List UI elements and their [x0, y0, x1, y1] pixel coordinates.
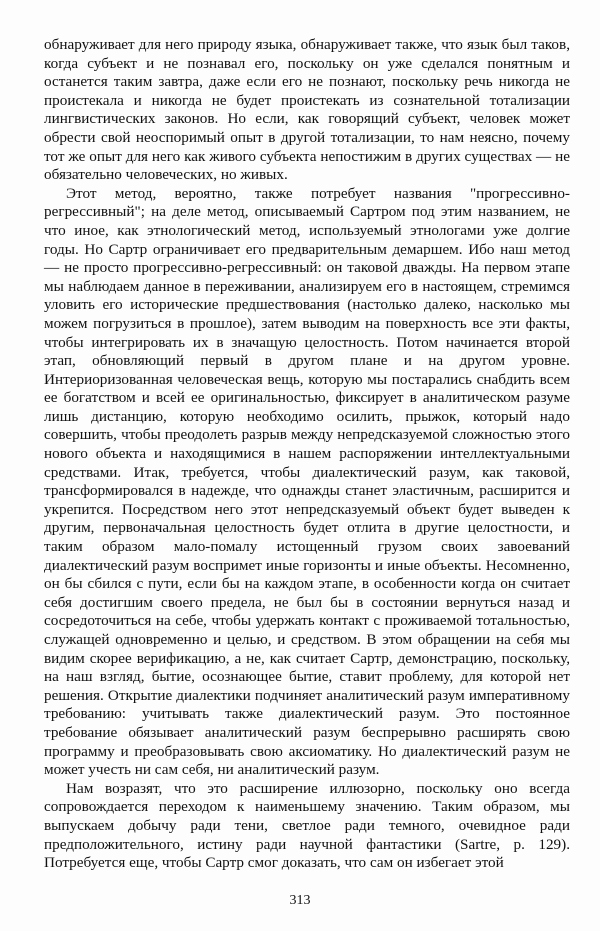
paragraph-continuation: обнаруживает для него природу языка, обнаруживает также, что язык был таков, когда субъект и не познавал его, поскольку он уже сделался понятным и останется таким завтра, даже если его не познают, поскольку речь никогда не проистекала и никогда не будет проистекать из сознательной тотализации лингвистических законов. Но если, как говорящий субъект, человек может обрести свой неоспоримый опыт в другой тотализации, то нам неясно, почему тот же опыт для него как живого субъекта непостижим в других существах — не обязательно человеческих, но живых.	[44, 36, 570, 184]
paragraph-objection: Нам возразят, что это расширение иллюзорно, поскольку оно всегда сопровождается переходом к наименьшему значению. Таким образом, мы выпускаем добычу ради тени, светлое ради темного, очевидное ради предположительного, истину ради научной фантастики (Sartre, p. 129). Потребуется еще, чтобы Сартр смог доказать, что сам он избегает этой	[44, 779, 570, 872]
page-number: 313	[289, 893, 311, 908]
paragraph-method: Этот метод, вероятно, также потребует названия "прогрессивно-регрессивный"; на деле метод, описываемый Сартром под этим названием, не что иное, как этнологический метод, используемый этнологами уже долгие годы. Но Сартр ограничивает его предварительным демаршем. Ибо наш метод — не просто прогрессивно-регрессивный: он таковой дважды. На первом этапе мы наблюдаем данное в переживании, анализируем его в настоящем, стремимся уловить его исторические предшествования (настолько далеко, насколько мы можем погрузиться в прошлое), затем выводим на поверхность все эти факты, чтобы интегрировать их в значащую целостность. Потом начинается второй этап, обновляющий первый в другом плане и на другом уровне. Интериоризованная человеческая вещь, которую мы постарались снабдить всем ее богатством и всей ее оригинальностью, фиксирует в аналитическом разуме лишь дистанцию, которую необходимо осилить, прыжок, который надо совершить, чтобы преодолеть разрыв между непредсказуемой сложностью этого нового объекта и находящимися в нашем распоряжении интеллектуальными средствами. Итак, требуется, чтобы диалектический разум, как таковой, трансформировался в надежде, что однажды станет эластичным, расширится и укрепится. Посредством него этот непредсказуемый объект будет выведен к другим, первоначальная целостность будет отлита в другие целостности, и таким образом мало-помалу истощенный грузом своих завоеваний диалектический разум воспримет иные горизонты и иные объекты. Несомненно, он бы сбился с пути, если бы на каждом этапе, в особенности когда он считает себя достигшим своего предела, не был бы в состоянии вернуться назад и сосредоточиться на себе, чтобы удержать контакт с проживаемой тотальностью, служащей одновременно и целью, и средством. В этом обращении на себя мы видим скорее верификацию, а не, как считает Сартр, демонстрацию, поскольку, на наш взгляд, бытие, осознающее бытие, ставит проблему, для которой нет решения. Открытие диалектики подчиняет аналитический разум императивному требованию: учитывать также диалектический разум. Это постоянное требование обязывает аналитический разум беспрерывно расширять свою программу и преобразовывать свою аксиоматику. Но диалектический разум не может учесть ни сам себя, ни аналитический разум.	[44, 184, 570, 779]
body-text	[44, 36, 570, 873]
